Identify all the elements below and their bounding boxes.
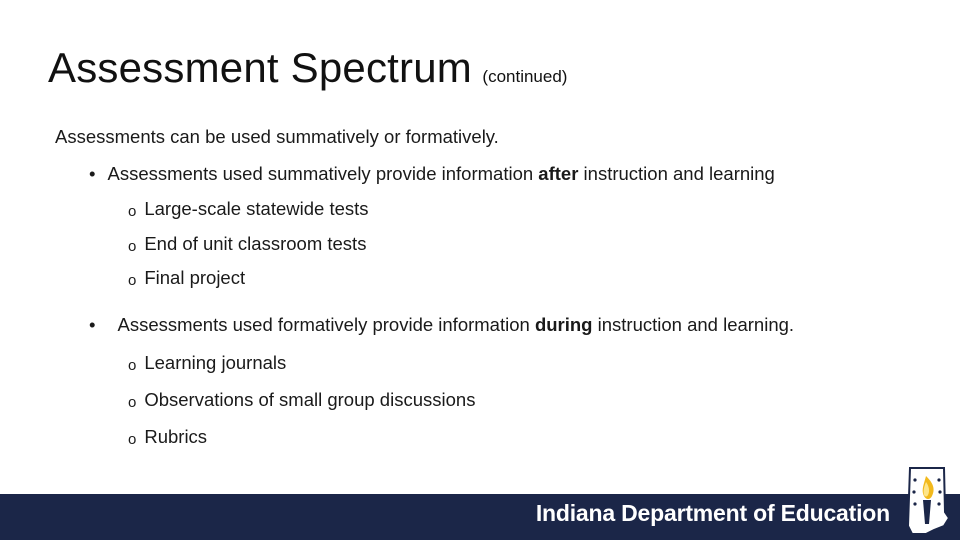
list-item — [128, 198, 369, 220]
bullet-text-after: instruction and learning — [578, 163, 775, 184]
list-item — [128, 233, 366, 255]
bullet-text-before: Assessments used summatively provide information — [107, 163, 539, 184]
bullet-emphasis: during — [534, 314, 593, 335]
bullet-emphasis: after — [538, 163, 579, 184]
list-item — [128, 389, 475, 411]
list-item-text: Observations of small group discussions — [144, 389, 476, 410]
sub-bullet-marker: o — [128, 238, 137, 255]
sub-bullet-marker: o — [128, 357, 137, 374]
list-item-text: Large-scale statewide tests — [144, 198, 369, 219]
sub-bullet-marker: o — [128, 272, 137, 289]
bullet-text-after: instruction and learning. — [592, 314, 795, 335]
list-item — [128, 267, 245, 289]
sub-bullet-marker: o — [128, 394, 137, 411]
indiana-torch-logo-icon — [904, 466, 952, 536]
bullet-summative — [89, 163, 775, 185]
slide-title — [48, 44, 567, 92]
bullet-marker: • — [89, 163, 96, 184]
list-item-text: End of unit classroom tests — [144, 233, 367, 254]
slide-title-main: Assessment Spectrum — [48, 44, 472, 91]
slide-title-suffix: (continued) — [482, 67, 568, 86]
list-item-text: Learning journals — [144, 352, 287, 373]
sub-bullet-marker: o — [128, 431, 137, 448]
list-item — [128, 352, 286, 374]
bullet-marker: • — [89, 314, 96, 335]
bullet-formative — [89, 314, 794, 336]
list-item-text: Rubrics — [144, 426, 208, 447]
bullet-text-before: Assessments used formatively provide information — [117, 314, 535, 335]
footer-organization: Indiana Department of Education — [535, 500, 890, 526]
sub-bullet-marker: o — [128, 203, 137, 220]
list-item — [128, 426, 207, 448]
intro-text: Assessments can be used summatively or formatively. — [55, 126, 499, 147]
list-item-text: Final project — [144, 267, 246, 288]
